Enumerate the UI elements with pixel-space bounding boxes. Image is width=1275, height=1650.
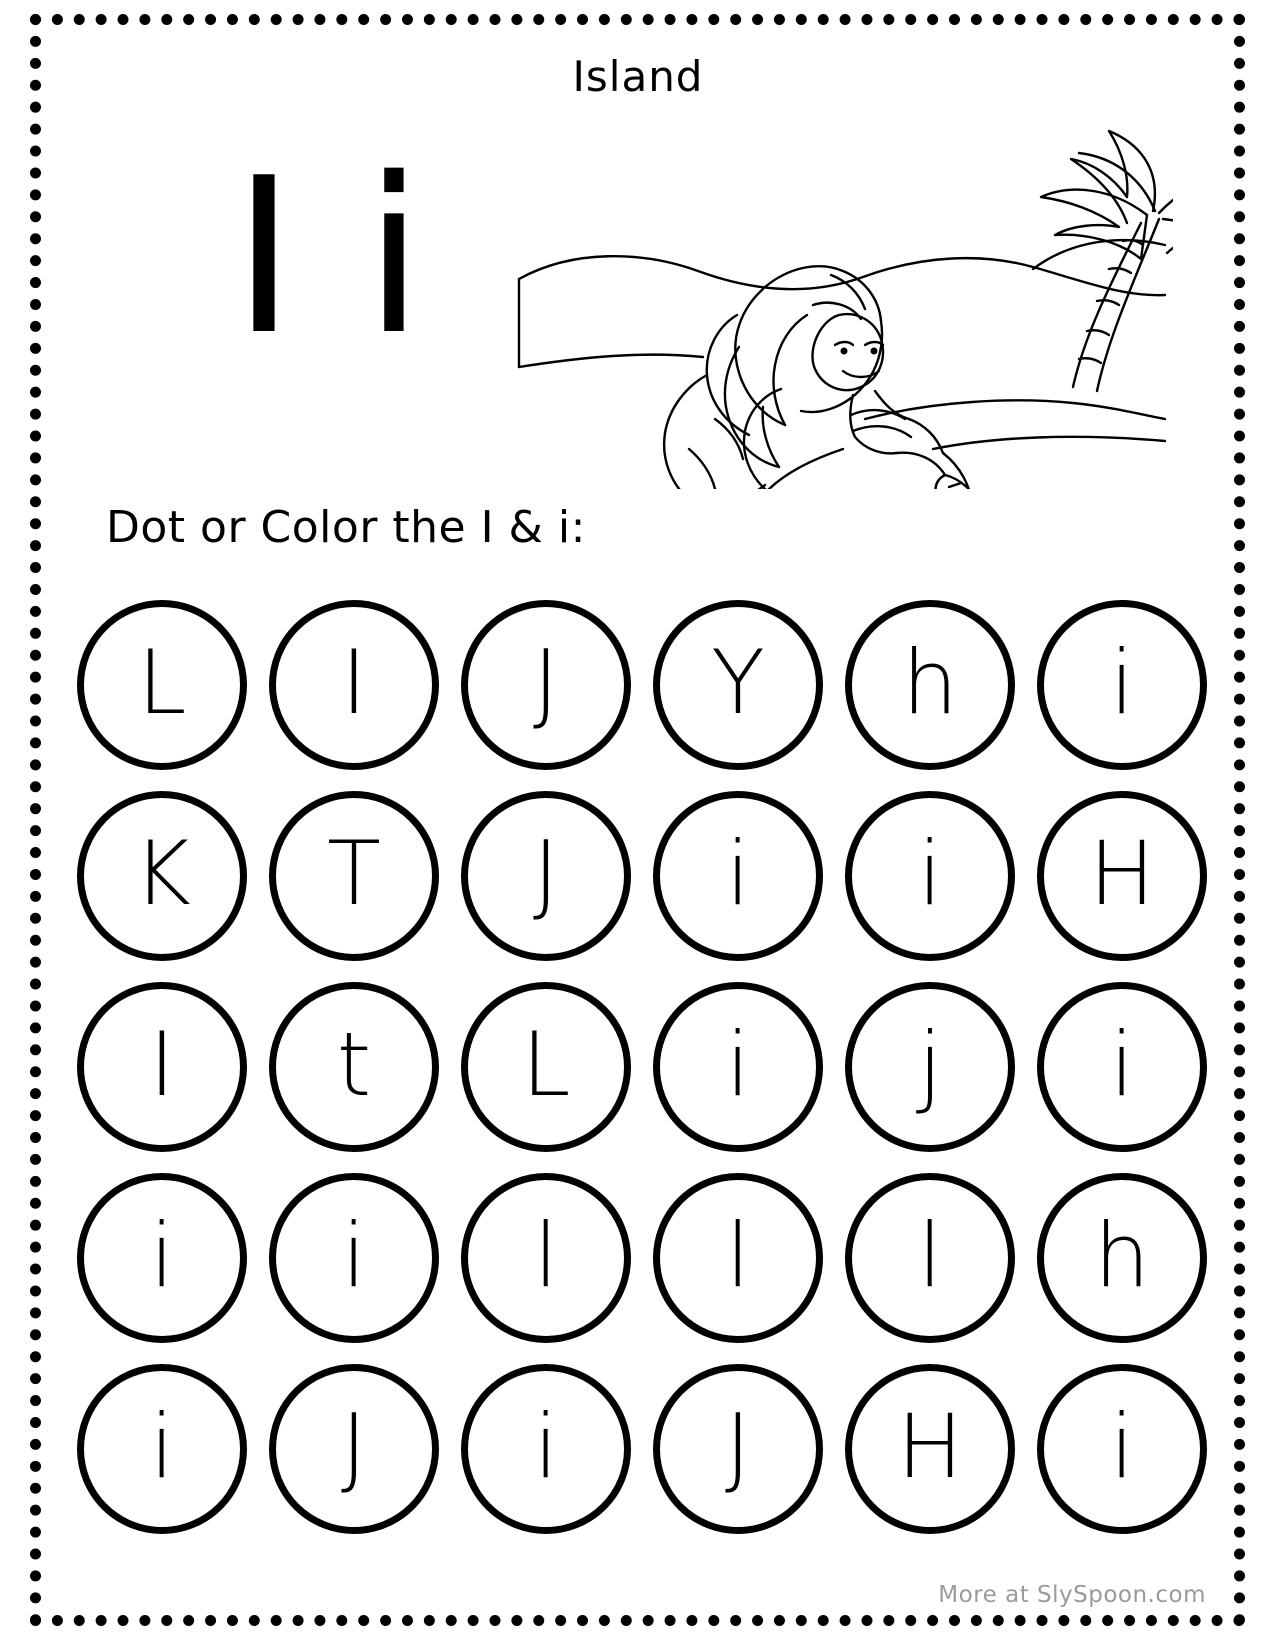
letter-circle[interactable] — [1037, 791, 1207, 961]
letter-circle[interactable] — [461, 1173, 631, 1343]
letter-circle[interactable] — [77, 791, 247, 961]
letter-circle-label: l — [917, 1203, 943, 1307]
letter-circle[interactable] — [653, 1364, 823, 1534]
letter-circle[interactable] — [653, 1173, 823, 1343]
letter-circle[interactable] — [845, 1173, 1015, 1343]
letter-circle[interactable] — [1037, 982, 1207, 1152]
letter-circle[interactable] — [269, 1173, 439, 1343]
letter-circle-label: i — [149, 1394, 175, 1498]
letter-circle-label: t — [336, 1012, 372, 1116]
letter-circle[interactable] — [269, 982, 439, 1152]
letter-circle-label: H — [1088, 821, 1156, 925]
letter-circle-label: L — [137, 630, 187, 734]
letter-circle-label: h — [902, 630, 958, 734]
letter-circle[interactable] — [845, 982, 1015, 1152]
mermaid-island-illustration — [513, 119, 1173, 489]
letter-circle-label: J — [533, 821, 559, 925]
instruction-text: Dot or Color the I & i: — [106, 502, 586, 553]
letter-circle-label: J — [341, 1394, 367, 1498]
letter-circle-label: I — [149, 1012, 175, 1116]
letter-circle-label: i — [725, 1012, 751, 1116]
letter-circle[interactable] — [77, 1173, 247, 1343]
letter-circle-label: i — [917, 821, 943, 925]
letter-circle-label: i — [725, 821, 751, 925]
letter-circle[interactable] — [461, 1364, 631, 1534]
letter-circle-label: l — [725, 1203, 751, 1307]
letter-circle-label: l — [533, 1203, 559, 1307]
letter-circle[interactable] — [845, 600, 1015, 770]
letter-circle[interactable] — [1037, 1173, 1207, 1343]
letter-pair-display: I i — [232, 131, 424, 382]
letter-circle-label: i — [149, 1203, 175, 1307]
letter-circle[interactable] — [77, 1364, 247, 1534]
letter-circle[interactable] — [461, 982, 631, 1152]
letter-circle[interactable] — [77, 982, 247, 1152]
letter-circle[interactable] — [461, 791, 631, 961]
letter-circle-label: j — [917, 1012, 943, 1116]
letter-circle-label: i — [1109, 1394, 1135, 1498]
letter-circle[interactable] — [653, 600, 823, 770]
letter-circle[interactable] — [1037, 1364, 1207, 1534]
worksheet-content — [58, 34, 1218, 1610]
letter-circle-label: K — [133, 821, 191, 925]
letter-circle[interactable] — [845, 1364, 1015, 1534]
letter-circle[interactable] — [269, 1364, 439, 1534]
letter-circle-label: L — [521, 1012, 571, 1116]
letter-circle-label: J — [725, 1394, 751, 1498]
letter-circle[interactable] — [653, 791, 823, 961]
letter-circle-label: Y — [711, 630, 765, 734]
letter-circle-label: T — [327, 821, 381, 925]
letter-circle[interactable] — [461, 600, 631, 770]
letter-circle[interactable] — [845, 791, 1015, 961]
letter-circle-label: H — [896, 1394, 964, 1498]
letter-circle[interactable] — [269, 600, 439, 770]
letter-circle-label: i — [1109, 1012, 1135, 1116]
letter-circle-label: i — [533, 1394, 559, 1498]
letter-circle-label: h — [1094, 1203, 1150, 1307]
letter-circle[interactable] — [269, 791, 439, 961]
letter-circle[interactable] — [1037, 600, 1207, 770]
letter-circle[interactable] — [77, 600, 247, 770]
source-credit: More at SlySpoon.com — [938, 1582, 1206, 1608]
page-title: Island — [572, 52, 704, 101]
letter-circle-label: i — [1109, 630, 1135, 734]
letter-circle-label: I — [341, 630, 367, 734]
letter-circle[interactable] — [653, 982, 823, 1152]
letter-circle-label: J — [533, 630, 559, 734]
letter-circle-label: i — [341, 1203, 367, 1307]
letter-circle-grid — [66, 589, 1218, 1544]
